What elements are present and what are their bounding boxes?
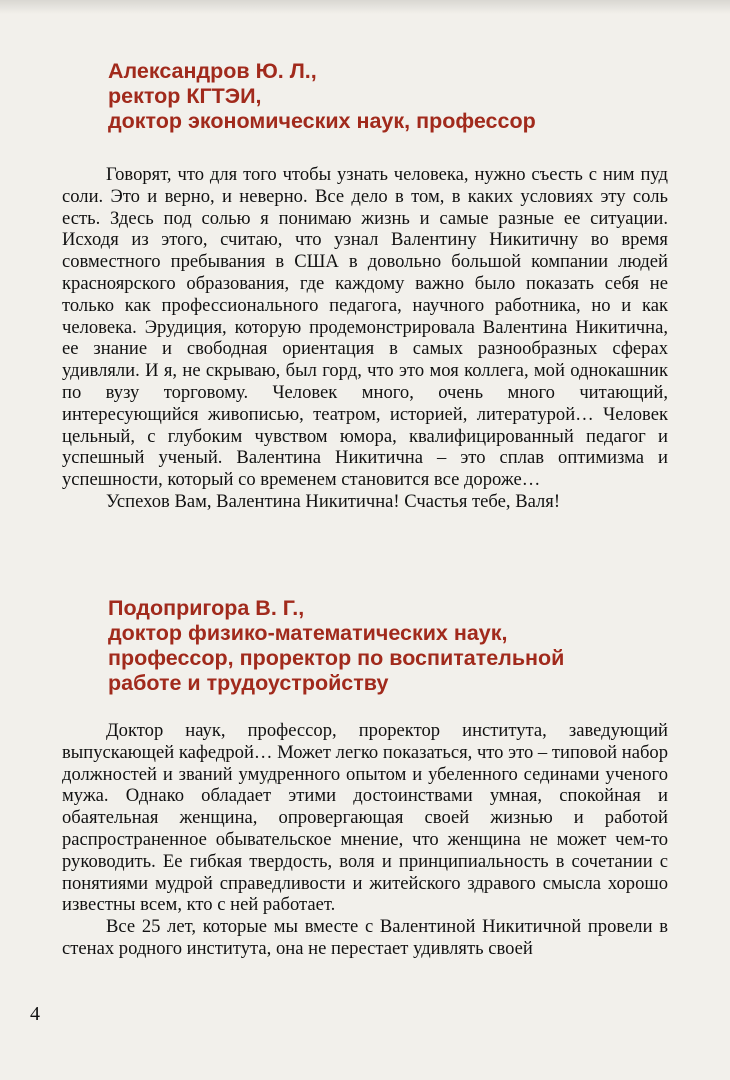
section-2-paragraph-1: Доктор наук, профессор, проректор института, заведующий выпускающей кафедрой… Может легко показаться, что это – типовой набор должностей и званий умудренного опытом и убеленного сединами ученого мужа. Однако обладает этими достоинствами умная, спокойная и обаятельная женщина, опровергающая своей жизнью и работой распространенное обывательское мнение, что женщина не может чем-то руководить. Ее гибкая твердость, воля и принципиальность в сочетании с понятиями мудрой справедливости и житейского здравого смысла хорошо известны всем, кто с ней работает. (62, 720, 669, 916)
section-2-author-position-line-1: профессор, проректор по воспитательной (108, 646, 565, 670)
section-1-author-name: Александров Ю. Л., (108, 59, 317, 83)
page-number: 4 (30, 1003, 40, 1025)
section-2-paragraph-2: Все 25 лет, которые мы вместе с Валентиной Никитичной провели в стенах родного института, она не перестает удивлять своей (62, 916, 668, 959)
section-2-author-degree: доктор физико-математических наук, (108, 621, 508, 645)
section-1-author-position: ректор КГТЭИ, (108, 84, 262, 108)
section-2-author-position-line-2: работе и трудоустройству (108, 671, 389, 695)
section-1-body (62, 164, 668, 513)
section-2-body (62, 720, 668, 960)
top-edge-shadow (0, 0, 730, 14)
section-1-heading (108, 59, 536, 134)
section-1-paragraph-1: Говорят, что для того чтобы узнать человека, нужно съесть с ним пуд соли. Это и верно, и неверно. Все дело в том, в каких условиях эту соль есть. Здесь под солью я понимаю жизнь и самые разные ее ситуации. Исходя из этого, считаю, что узнал Валентину Никитичну во время совместного пребывания в США в довольно большой компании людей красноярского образования, где каждому важно было показать себя не только как профессионального педагога, научного работника, но и как человека. Эрудиция, которую продемонстрировала Валентина Никитична, ее знание и свободная ориентация в самых разнообразных сферах удивляли. И я, не скрываю, был горд, что это моя коллега, мой однокашник по вузу торговому. Человек много, очень много читающий, интересующийся живописью, театром, историей, литературой… Человек цельный, с глубоким чувством юмора, квалифицированный педагог и успешный ученый. Валентина Никитична – это сплав оптимизма и успешности, который со временем становится все дороже… (62, 164, 668, 491)
section-2-heading (108, 596, 564, 696)
section-1-author-degree: доктор экономических наук, профессор (108, 109, 536, 133)
section-1-paragraph-2: Успехов Вам, Валентина Никитична! Счастья тебе, Валя! (106, 490, 561, 512)
section-2-author-name: Подопригора В. Г., (108, 596, 305, 620)
